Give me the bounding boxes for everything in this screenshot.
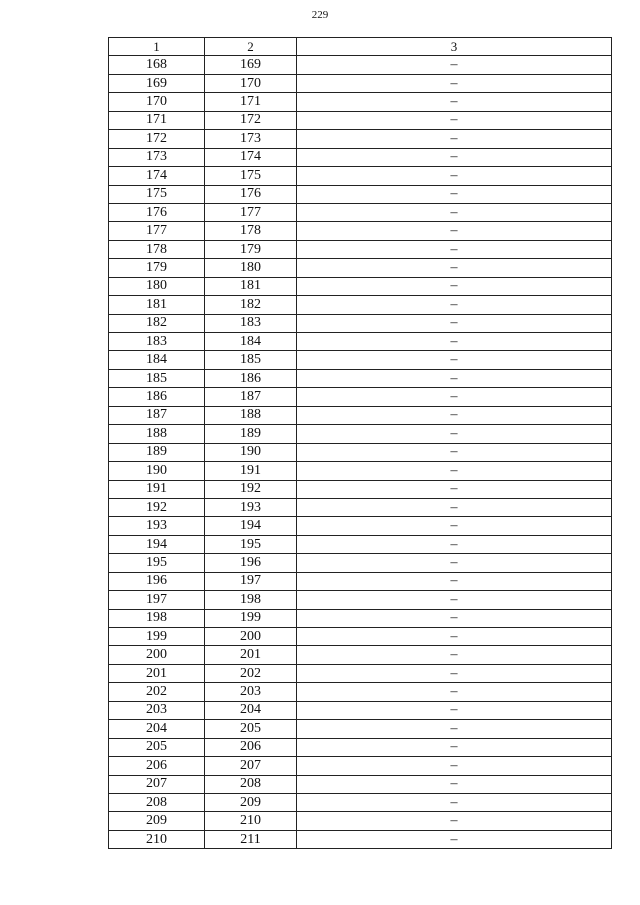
page-number: 229 <box>311 9 329 21</box>
table-row <box>109 701 612 719</box>
table-cell-col-1: 172 <box>109 130 205 148</box>
table-row <box>109 314 612 332</box>
table-cell-col-3: – <box>297 277 612 295</box>
table-cell-col-2: 201 <box>205 646 297 664</box>
table-row <box>109 388 612 406</box>
table-row <box>109 646 612 664</box>
table-row <box>109 93 612 111</box>
table-row <box>109 793 612 811</box>
table-row <box>109 535 612 553</box>
table-row <box>109 425 612 443</box>
table-row <box>109 148 612 166</box>
table-cell-col-3: – <box>297 738 612 756</box>
table-cell-col-3: – <box>297 775 612 793</box>
table-row <box>109 812 612 830</box>
table-cell-col-1: 187 <box>109 406 205 424</box>
table-cell-col-2: 173 <box>205 130 297 148</box>
table-cell-col-3: – <box>297 498 612 516</box>
table-cell-col-3: – <box>297 646 612 664</box>
table-cell-col-2: 183 <box>205 314 297 332</box>
table-cell-col-3: – <box>297 591 612 609</box>
table-cell-col-2: 206 <box>205 738 297 756</box>
table-cell-col-2: 199 <box>205 609 297 627</box>
table-cell-col-3: – <box>297 259 612 277</box>
table-cell-col-3: – <box>297 111 612 129</box>
table-cell-col-2: 193 <box>205 498 297 516</box>
table-cell-col-2: 210 <box>205 812 297 830</box>
table-cell-col-1: 184 <box>109 351 205 369</box>
table-cell-col-1: 209 <box>109 812 205 830</box>
table-row <box>109 462 612 480</box>
table-cell-col-1: 176 <box>109 203 205 221</box>
table-cell-col-1: 195 <box>109 554 205 572</box>
table-row <box>109 333 612 351</box>
table-cell-col-1: 198 <box>109 609 205 627</box>
table-row <box>109 277 612 295</box>
table-row <box>109 443 612 461</box>
table-cell-col-2: 192 <box>205 480 297 498</box>
table-cell-col-2: 182 <box>205 296 297 314</box>
table-cell-col-3: – <box>297 535 612 553</box>
table-cell-col-3: – <box>297 628 612 646</box>
table-cell-col-2: 197 <box>205 572 297 590</box>
table-cell-col-1: 178 <box>109 240 205 258</box>
table-cell-col-2: 184 <box>205 333 297 351</box>
table-cell-col-3: – <box>297 425 612 443</box>
table-cell-col-1: 183 <box>109 333 205 351</box>
table-cell-col-3: – <box>297 203 612 221</box>
table-cell-col-1: 197 <box>109 591 205 609</box>
table-cell-col-3: – <box>297 240 612 258</box>
table-cell-col-2: 178 <box>205 222 297 240</box>
table-cell-col-3: – <box>297 609 612 627</box>
table-cell-col-3: – <box>297 554 612 572</box>
table-cell-col-1: 200 <box>109 646 205 664</box>
table-row <box>109 259 612 277</box>
table-row <box>109 480 612 498</box>
column-header-2: 2 <box>205 38 297 56</box>
table-row <box>109 369 612 387</box>
table-row <box>109 554 612 572</box>
table-row <box>109 351 612 369</box>
table-cell-col-3: – <box>297 296 612 314</box>
table-cell-col-1: 207 <box>109 775 205 793</box>
table-cell-col-2: 200 <box>205 628 297 646</box>
table-cell-col-1: 170 <box>109 93 205 111</box>
table-cell-col-2: 171 <box>205 93 297 111</box>
table-cell-col-1: 205 <box>109 738 205 756</box>
table-row <box>109 664 612 682</box>
table-cell-col-1: 192 <box>109 498 205 516</box>
table-cell-col-3: – <box>297 351 612 369</box>
table-cell-col-3: – <box>297 664 612 682</box>
table-cell-col-1: 171 <box>109 111 205 129</box>
table-cell-col-3: – <box>297 793 612 811</box>
table-cell-col-2: 185 <box>205 351 297 369</box>
table-cell-col-1: 186 <box>109 388 205 406</box>
table-cell-col-2: 205 <box>205 720 297 738</box>
table-cell-col-3: – <box>297 812 612 830</box>
table-row <box>109 74 612 92</box>
table-cell-col-3: – <box>297 720 612 738</box>
table-cell-col-1: 206 <box>109 757 205 775</box>
table-cell-col-2: 186 <box>205 369 297 387</box>
table-cell-col-2: 209 <box>205 793 297 811</box>
table-cell-col-2: 198 <box>205 591 297 609</box>
table-row <box>109 130 612 148</box>
table-cell-col-3: – <box>297 222 612 240</box>
table-cell-col-3: – <box>297 369 612 387</box>
table-cell-col-2: 172 <box>205 111 297 129</box>
table-cell-col-1: 208 <box>109 793 205 811</box>
table-cell-col-1: 191 <box>109 480 205 498</box>
table-cell-col-1: 196 <box>109 572 205 590</box>
table-cell-col-1: 180 <box>109 277 205 295</box>
table-cell-col-1: 203 <box>109 701 205 719</box>
table-row <box>109 296 612 314</box>
table-cell-col-3: – <box>297 572 612 590</box>
table-cell-col-2: 208 <box>205 775 297 793</box>
table-cell-col-1: 173 <box>109 148 205 166</box>
table-cell-col-2: 190 <box>205 443 297 461</box>
table-cell-col-2: 203 <box>205 683 297 701</box>
table-row <box>109 591 612 609</box>
table-cell-col-2: 211 <box>205 830 297 848</box>
table-cell-col-3: – <box>297 74 612 92</box>
table-row <box>109 517 612 535</box>
table-cell-col-3: – <box>297 333 612 351</box>
table-row <box>109 757 612 775</box>
table-cell-col-3: – <box>297 683 612 701</box>
table-cell-col-1: 189 <box>109 443 205 461</box>
table-cell-col-1: 193 <box>109 517 205 535</box>
table-cell-col-3: – <box>297 167 612 185</box>
table-cell-col-3: – <box>297 406 612 424</box>
table-cell-col-2: 176 <box>205 185 297 203</box>
table-cell-col-2: 189 <box>205 425 297 443</box>
table-cell-col-2: 207 <box>205 757 297 775</box>
table-cell-col-2: 194 <box>205 517 297 535</box>
table-cell-col-1: 185 <box>109 369 205 387</box>
table-row <box>109 775 612 793</box>
table-cell-col-3: – <box>297 185 612 203</box>
column-header-3: 3 <box>297 38 612 56</box>
table-row <box>109 406 612 424</box>
table-cell-col-2: 169 <box>205 56 297 74</box>
table-cell-col-3: – <box>297 701 612 719</box>
table-cell-col-1: 181 <box>109 296 205 314</box>
table-cell-col-1: 201 <box>109 664 205 682</box>
table-cell-col-1: 175 <box>109 185 205 203</box>
table-cell-col-2: 174 <box>205 148 297 166</box>
header-row <box>109 38 612 56</box>
table-row <box>109 203 612 221</box>
table-cell-col-3: – <box>297 443 612 461</box>
table-cell-col-1: 179 <box>109 259 205 277</box>
table-row <box>109 498 612 516</box>
table-cell-col-2: 170 <box>205 74 297 92</box>
table-cell-col-1: 168 <box>109 56 205 74</box>
table-cell-col-3: – <box>297 388 612 406</box>
table-row <box>109 720 612 738</box>
table-cell-col-1: 199 <box>109 628 205 646</box>
table-row <box>109 167 612 185</box>
table-row <box>109 111 612 129</box>
table-cell-col-1: 202 <box>109 683 205 701</box>
table-cell-col-3: – <box>297 56 612 74</box>
table-row <box>109 572 612 590</box>
table-cell-col-2: 179 <box>205 240 297 258</box>
table-cell-col-2: 187 <box>205 388 297 406</box>
table-cell-col-3: – <box>297 517 612 535</box>
table-cell-col-1: 169 <box>109 74 205 92</box>
table-cell-col-1: 182 <box>109 314 205 332</box>
table-cell-col-1: 204 <box>109 720 205 738</box>
table-body <box>109 56 612 849</box>
table-cell-col-2: 181 <box>205 277 297 295</box>
data-table <box>108 37 612 849</box>
table-row <box>109 185 612 203</box>
table-cell-col-2: 188 <box>205 406 297 424</box>
table-cell-col-2: 180 <box>205 259 297 277</box>
table-row <box>109 56 612 74</box>
table-cell-col-2: 191 <box>205 462 297 480</box>
table-cell-col-2: 202 <box>205 664 297 682</box>
table-cell-col-1: 210 <box>109 830 205 848</box>
table-header <box>109 38 612 56</box>
table-cell-col-2: 175 <box>205 167 297 185</box>
table-cell-col-1: 177 <box>109 222 205 240</box>
table-cell-col-3: – <box>297 757 612 775</box>
table-row <box>109 738 612 756</box>
table-cell-col-2: 196 <box>205 554 297 572</box>
table-cell-col-3: – <box>297 314 612 332</box>
table-row <box>109 628 612 646</box>
table-cell-col-3: – <box>297 830 612 848</box>
table-row <box>109 830 612 848</box>
table-row <box>109 222 612 240</box>
table-cell-col-3: – <box>297 148 612 166</box>
table-cell-col-3: – <box>297 462 612 480</box>
column-header-1: 1 <box>109 38 205 56</box>
table-row <box>109 609 612 627</box>
table-cell-col-3: – <box>297 93 612 111</box>
table-row <box>109 240 612 258</box>
table-cell-col-1: 188 <box>109 425 205 443</box>
table-cell-col-2: 204 <box>205 701 297 719</box>
table-cell-col-2: 177 <box>205 203 297 221</box>
table-row <box>109 683 612 701</box>
table-cell-col-2: 195 <box>205 535 297 553</box>
table-cell-col-1: 190 <box>109 462 205 480</box>
table-cell-col-3: – <box>297 480 612 498</box>
table-cell-col-3: – <box>297 130 612 148</box>
table-cell-col-1: 174 <box>109 167 205 185</box>
table-cell-col-1: 194 <box>109 535 205 553</box>
